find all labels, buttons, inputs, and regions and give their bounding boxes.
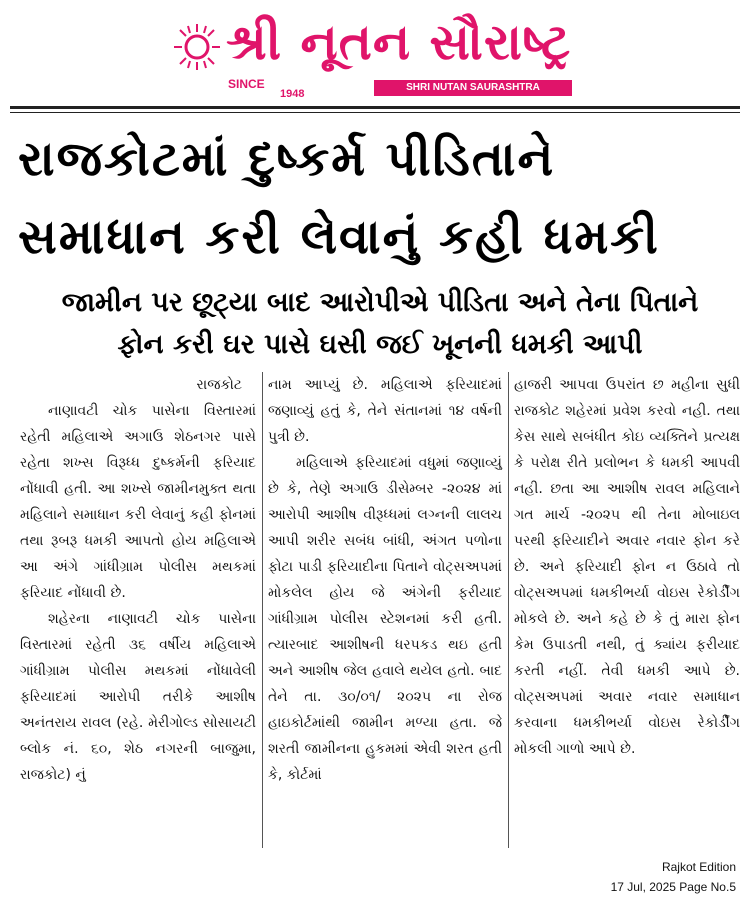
article-subhead	[20, 282, 740, 366]
article-column-2	[268, 372, 502, 788]
subhead-line-1: જામીન પર છૂટ્યા બાદ આરોપીએ પીડિતા અને તેના પિતાને	[61, 287, 699, 318]
since-label: SINCE	[228, 77, 265, 91]
article-column-3	[514, 372, 740, 762]
masthead-tagline: SHRI NUTAN SAURASHTRA	[374, 80, 572, 96]
paragraph: નાણાવટી ચોક પાસેના વિસ્તારમાં રહેતી મહિલાએ અગાઉ શેઠનગર પાસે રહેતા શખ્સ વિરૂધ્ધ દુષ્કર્મની ફરિયાદ નોંધાવી હતી. આ શખ્સે જામીનમુક્ત થતા મહિલાને સમાધાન કરી લેવાનું કહી ફોનમાં તથા રૂબરૂ ધમકી આપતો હોય મહિલાએ આ અંગે ગાંધીગ્રામ પોલીસ મથકમાં ફરિયાદ નોંધાવી છે.	[20, 403, 256, 601]
headline-line-2: સમાધાન કરી લેવાનું કહી ધમકી	[18, 209, 660, 265]
article-column-1	[20, 372, 256, 788]
sun-logo-icon	[172, 22, 222, 72]
dateline: રાજકોટ	[196, 377, 242, 393]
paragraph: શહેરના નાણાવટી ચોક પાસેના વિસ્તારમાં રહેતી ૩૬ વર્ષીય મહિલાએ ગાંધીગ્રામ પોલીસ મથકમાં નોંધાવેલી ફરિયાદમાં આરોપી તરીકે આશીષ અનંતરાય રાવલ (રહે. મેરીગોલ્ડ સોસાયટી બ્લોક નં. ૬૦, શેઠ નગરની બાજુમા, રાજકોટ) નું	[20, 611, 256, 783]
masthead-rule-thin	[10, 112, 740, 113]
newspaper-logo: શ્રી નૂતન સૌરાષ્ટ્ર	[226, 13, 572, 71]
since-year: 1948	[280, 88, 305, 100]
masthead-rule	[10, 106, 740, 109]
edition-name: Rajkot Edition	[661, 860, 736, 874]
edition-date-page: 17 Jul, 2025 Page No.5	[610, 880, 736, 894]
paragraph: હાજરી આપવા ઉપરાંત છ મહીના સુધી રાજકોટ શહેરમાં પ્રવેશ કરવો નહી. તથા કેસ સાથે સબંધીત કોઇ વ્યક્તિને પ્રત્યક્ષ કે પરોક્ષ રીતે પ્રલોભન કે ધમકી આપવી નહી. છતા આ આશીષ રાવલ મહિલાને ગત માર્ચ -૨૦૨૫ થી તેના મોબાઇલ પરથી ફરિયાદીને અવાર નવાર ફોન કરે છે. અને ફરિયાદી ફોન ન ઉઠાવે તો વોટ્સઅપમાં ધમકીભર્યા વોઇસ રેકોર્ડીંગ મોકલે છે. અને કહે છે કે તું મારા ફોન કેમ ઉપાડતી નથી, તું ક્યાંય ફરીયાદ કરતી નહીં. તેવી ધમકી આપે છે. વોટ્સઅપમાં અવાર નવાર સમાધાન કરવાના ધમકીભર્યા વોઇસ રેકોર્ડીંગ મોકલી ગાળો આપે છે.	[514, 377, 740, 757]
edition-info	[611, 857, 736, 897]
column-divider	[508, 372, 509, 848]
paragraph: મહિલાએ ફરિયાદમાં વધુમાં જણાવ્યું છે કે, તેણે અગાઉ ડીસેમ્બર -૨૦૨૪ માં આરોપી આશીષ વીરૂધ્ધમાં લગ્નની લાલચ આપી શરીર સબંધ બાંધી, અંગત પળોના ફોટા પાડી ફરિયાદીના પિતાને વોટ્સઅપમાં મોકલેલ હોય જે અંગેની ફરીયાદ ગાંધીગ્રામ પોલીસ સ્ટેશનમાં કરી હતી. ત્યારબાદ આશીષની ધરપકડ થઇ હતી અને આશીષ જેલ હવાલે થયેલ હતો. બાદ તેને તા. ૩૦/૦૧/ ૨૦૨૫ ના રોજ હાઇકોર્ટમાંથી જામીન મળ્યા હતા. જે શરતી જામીનના હુકમમાં એવી શરત હતી કે, કોર્ટમાં	[268, 455, 502, 783]
subhead-line-2: ફોન કરી ઘર પાસે ઘસી જઈ ખૂનની ધમકી આપી	[117, 329, 643, 360]
masthead	[0, 0, 746, 110]
headline-line-1: રાજકોટમાં દુષ્કર્મ પીડિતાને	[18, 131, 556, 187]
article-headline	[18, 120, 738, 276]
paragraph: નામ આપ્યું છે. મહિલાએ ફરિયાદમાં જણાવ્યું હતું કે, તેને સંતાનમાં ૧૪ વર્ષની પુત્રી છે.	[268, 377, 502, 445]
column-divider	[262, 372, 263, 848]
